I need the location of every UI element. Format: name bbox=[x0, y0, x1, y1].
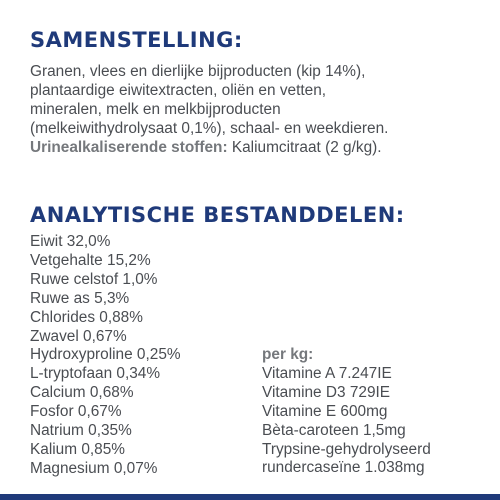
constituent-item: Eiwit 32,0% bbox=[30, 233, 111, 250]
composition-text bbox=[30, 62, 485, 157]
composition-line: mineralen, melk en melkbijproducten bbox=[30, 101, 281, 118]
constituent-item: Fosfor 0,67% bbox=[30, 403, 122, 421]
constituent-item: Chlorides 0,88% bbox=[30, 308, 143, 326]
per-kg-item: Vitamine A 7.247IE bbox=[262, 364, 392, 382]
constituent-item: Ruwe celstof 1,0% bbox=[30, 270, 158, 288]
constituent-item: L-tryptofaan 0,34% bbox=[30, 365, 161, 383]
per-kg-item: Bèta-caroteen 1,5mg bbox=[262, 421, 406, 439]
constituent-item: Calcium 0,68% bbox=[30, 384, 134, 402]
composition-line: Granen, vlees en dierlijke bijproducten (kip 14%), bbox=[30, 63, 366, 80]
constituent-item: Ruwe as 5,3% bbox=[30, 289, 130, 307]
constituent-item: Vetgehalte 15,2% bbox=[30, 251, 151, 269]
bottom-accent-bar bbox=[0, 494, 500, 500]
constituent-item: Hydroxyproline 0,25% bbox=[30, 346, 181, 364]
composition-line: (melkeiwithydrolysaat 0,1%), schaal- en weekdieren. bbox=[30, 120, 389, 137]
constituent-item: Kalium 0,85% bbox=[30, 440, 125, 458]
urinary-alkalizer-label: Urinealkaliserende stoffen: bbox=[30, 139, 228, 156]
constituent-item: Magnesium 0,07% bbox=[30, 459, 158, 477]
per-kg-item: Vitamine E 600mg bbox=[262, 402, 388, 420]
per-kg-item: Trypsine-gehydrolyseerd bbox=[262, 440, 431, 458]
constituent-item: Zwavel 0,67% bbox=[30, 327, 127, 345]
urinary-alkalizer-value: Kaliumcitraat (2 g/kg). bbox=[227, 139, 382, 156]
per-kg-item: Vitamine D3 729IE bbox=[262, 383, 391, 401]
analytical-constituents-list bbox=[30, 233, 181, 479]
constituent-item: Natrium 0,35% bbox=[30, 422, 132, 440]
per-kg-label: per kg: bbox=[262, 346, 314, 363]
composition-heading: SAMENSTELLING: bbox=[30, 28, 243, 52]
per-kg-list bbox=[262, 346, 431, 478]
urinary-alkalizer-line bbox=[30, 138, 485, 157]
composition-line: plantaardige eiwitextracten, oliën en vetten, bbox=[30, 82, 327, 99]
per-kg-item: rundercaseïne 1.038mg bbox=[262, 459, 425, 477]
analytical-heading: ANALYTISCHE BESTANDDELEN: bbox=[30, 203, 405, 227]
